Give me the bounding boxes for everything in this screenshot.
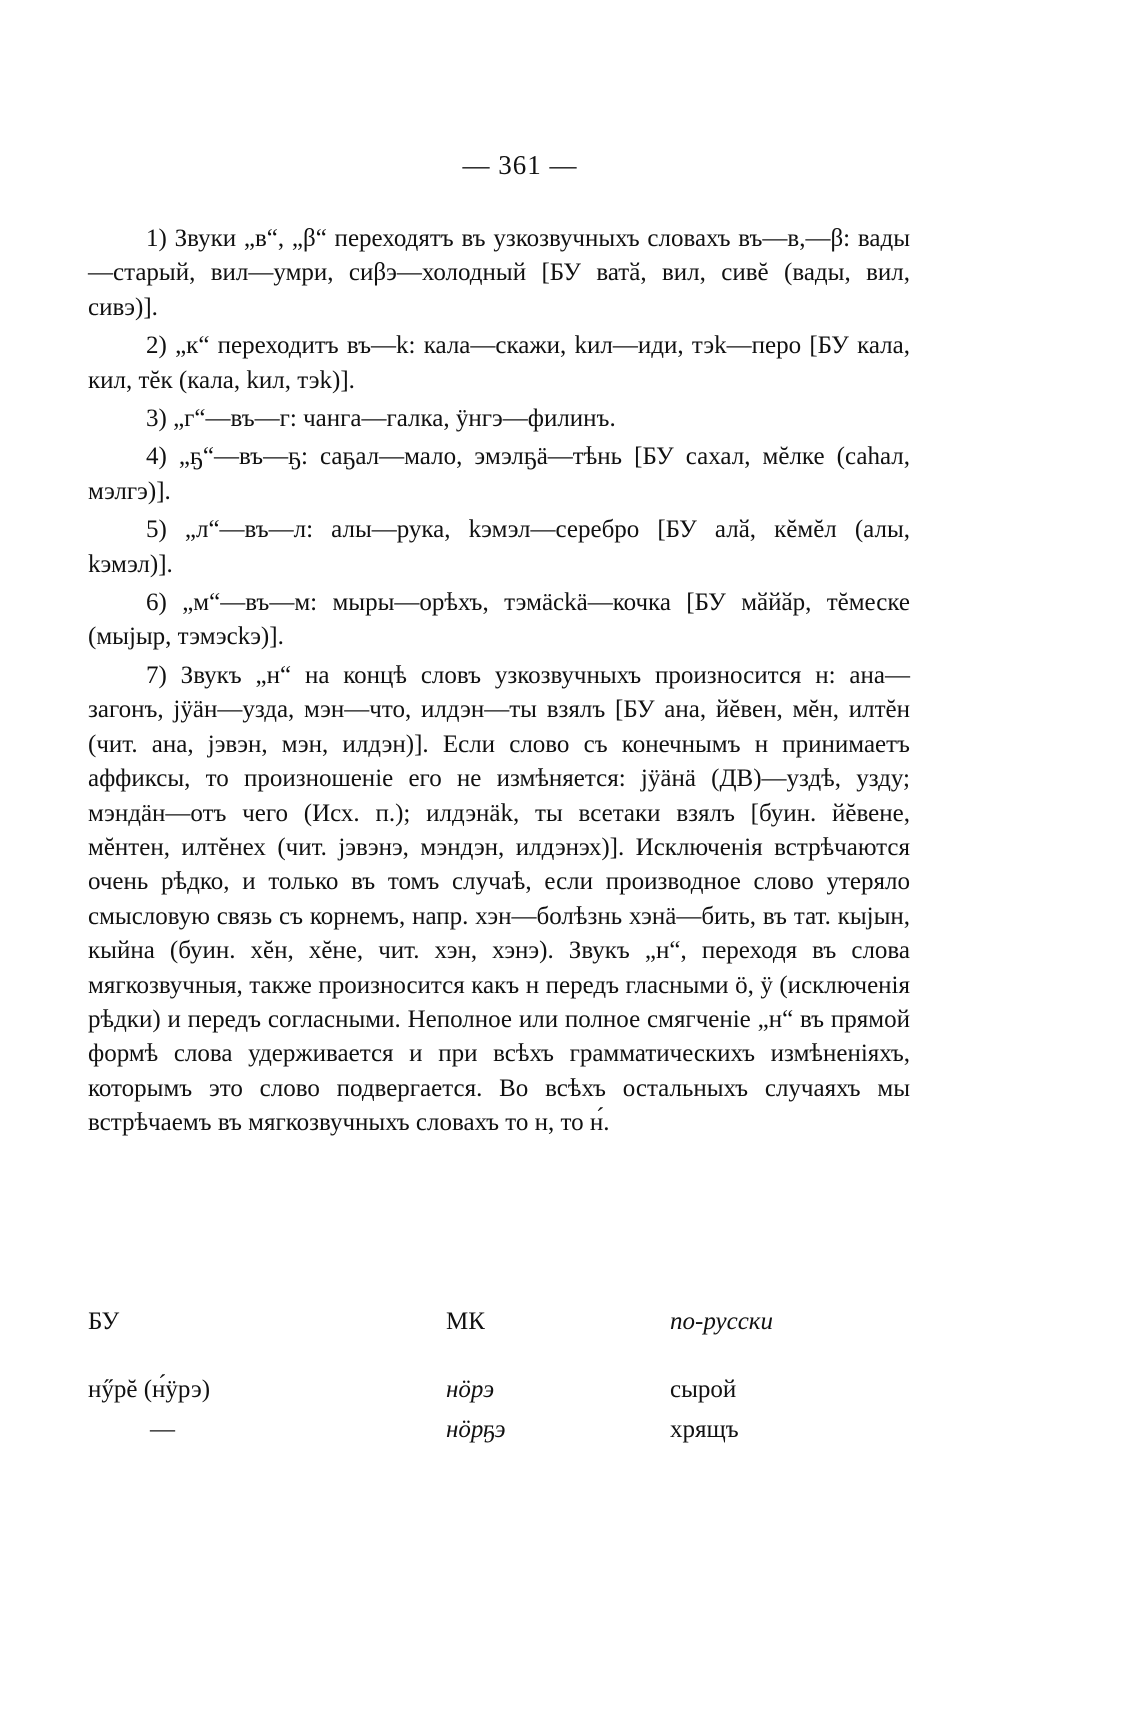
header-bu: БУ	[88, 1308, 120, 1335]
page-number: — 361 —	[462, 150, 578, 180]
table-row	[88, 1370, 910, 1410]
paragraph-6: 6) „м“—въ—м: мыры—орѣхъ, тэмäсkä—кочка [БУ мӑйӑр, тĕмеске (мыјыр, тэмэсkэ)].	[88, 589, 910, 651]
paragraph-3: 3) „г“—въ—г: чанга—галка, ÿнгэ—филинъ.	[146, 405, 616, 433]
table-row	[88, 1410, 910, 1450]
cell-bu: нӳрĕ (н́ÿрэ)	[88, 1376, 211, 1403]
cell-mk: нöрэ	[446, 1376, 495, 1403]
paragraph-1: 1) Звуки „в“, „β“ переходятъ въ узкозвучныхъ словахъ въ—в,—β: вады—старый, вил—умри, сиβэ—холодный [БУ ватӑ, вил, сивĕ (вады, вил, сивэ)].	[88, 225, 910, 321]
cell-mk: нöрҕэ	[446, 1416, 506, 1443]
paragraph-7: 7) Звукъ „н“ на концѣ словъ узкозвучныхъ произносится н: ана—загонъ, јÿäн—узда, мэн—что, илдэн—ты взялъ [БУ ана, йĕвен, мĕн, илтĕн (чит. ана, јэвэн, мэн, илдэн)]. Если слово съ конечнымъ н принимаетъ аффиксы, то произношеніе его не измѣняется: јÿäнä (ДВ)—уздѣ, узду; мэндäн—отъ чего (Исх. п.); илдэнäk, ты всетаки взялъ [буин. йĕвене, мĕнтен, илтĕнех (чит. јэвэнэ, мэндэн, илдэнэх)]. Исключенія встрѣчаются очень рѣдко, и только въ томъ случаѣ, если производное слово утеряло смысловую связь съ корнемъ, напр. хэн—болѣзнь хэнä—бить, въ тат. кыјын, кыйна (буин. хĕн, хĕне, чит. хэн, хэнэ). Звукъ „н“, переходя въ слова мягкозвучныя, также произносится какъ н передъ гласными ö, ÿ (исключенія рѣдки) и передъ согласными. Неполное или полное смягченіе „н“ въ прямой формѣ слова удерживается и при всѣхъ грамматическихъ измѣненіяхъ, которымъ это слово подвергается. Во всѣхъ остальныхъ случаяхъ мы встрѣчаемъ въ мягкозвучныхъ словахъ то н, то н́.	[88, 661, 910, 1137]
cell-russian: сырой	[670, 1376, 737, 1403]
paragraph-2: 2) „к“ переходитъ въ—k: кала—скажи, kил—иди, тэk—перо [БУ кала, кил, тĕк (кала, kил, тэk)].	[88, 332, 910, 394]
paragraph-4: 4) „ҕ“—въ—ҕ: саҕал—мало, эмэлҕä—тѣнь [БУ сахал, мĕлке (саhал, мэлгэ)].	[88, 443, 910, 505]
comparison-table	[88, 1308, 910, 1450]
header-mk: МК	[446, 1308, 485, 1335]
body-text	[88, 222, 910, 1145]
paragraph-5: 5) „л“—въ—л: алы—рука, kэмэл—серебро [БУ алӑ, кĕмĕл (алы, kэмэл)].	[88, 516, 910, 578]
table-header	[88, 1308, 910, 1370]
header-russian: по-русски	[670, 1308, 773, 1335]
cell-bu: —	[150, 1416, 175, 1443]
cell-russian: хрящъ	[670, 1416, 739, 1443]
